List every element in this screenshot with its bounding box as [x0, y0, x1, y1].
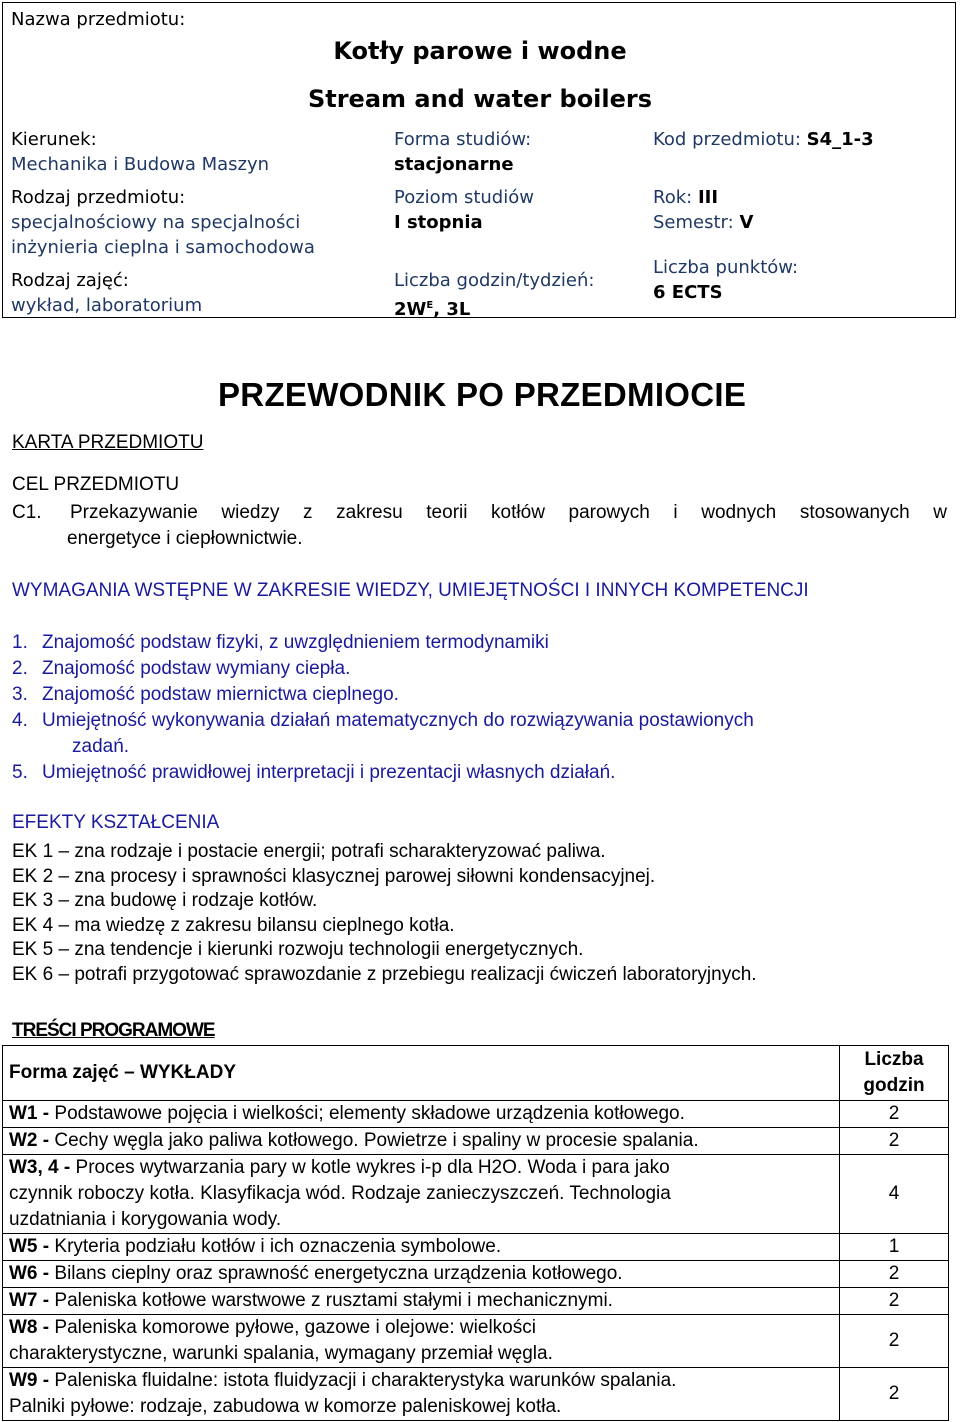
header-column-2	[394, 127, 644, 322]
cel-heading: CEL PRZEDMIOTU	[12, 474, 180, 495]
requirements-heading: WYMAGANIA WSTĘPNE W ZAKRESIE WIEDZY, UMIEJĘTNOŚCI I INNYCH KOMPETENCJI	[12, 580, 809, 601]
header-column-3	[653, 127, 953, 305]
guide-title: PRZEWODNIK PO PRZEDMIOCIE	[218, 376, 747, 413]
lectures-table	[2, 1045, 949, 1421]
kierunek-value: Mechanika i Budowa Maszyn	[11, 154, 270, 175]
table-row: W8 - Paleniska komorowe pyłowe, gazowe i olejowe: wielkości charakterystyczne, warunki spalania, wymagany przemiał węgla. 2	[3, 1315, 949, 1368]
table-header-row	[3, 1046, 949, 1101]
rok: Rok: III	[653, 187, 719, 208]
list-item: EK 5 – zna tendencje i kierunki rozwoju technologii energetycznych.	[12, 939, 584, 960]
tresci-heading: TREŚCI PROGRAMOWE	[12, 1020, 215, 1041]
table-row: W2 - Cechy węgla jako paliwa kotłowego. Powietrze i spaliny w procesie spalania. 2	[3, 1128, 949, 1155]
cel-item-c1: C1. Przekazywanie wiedzy z zakresu teorii kotłów parowych i wodnych stosowanych w energetyce i ciepłownictwie.	[12, 502, 947, 549]
list-item: EK 4 – ma wiedzę z zakresu bilansu cieplnego kotła.	[12, 914, 455, 936]
table-row: W9 - Paleniska fluidalne: istota fluidyzacji i charakterystyka warunków spalania. Palniki pyłowe: rodzaje, zabudowa w komorze paleniskowej kotła. 2	[3, 1368, 949, 1421]
course-title-en: Stream and water boilers	[307, 85, 653, 113]
table-row: W5 - Kryteria podziału kotłów i ich oznaczenia symbolowe. 1	[3, 1234, 949, 1261]
list-item: 5. Umiejętność prawidłowej interpretacji i prezentacji własnych działań.	[12, 762, 616, 783]
semestr: Semestr: V	[653, 212, 754, 233]
effects-list	[12, 840, 947, 987]
requirements-list	[12, 630, 947, 786]
course-name-label: Nazwa przedmiotu:	[11, 9, 186, 30]
list-item: 4. Umiejętność wykonywania działań matematycznych do rozwiązywania postawionych zadań.	[12, 710, 754, 757]
table-row: W7 - Paleniska kotłowe warstwowe z rusztami stałymi i mechanicznymi. 2	[3, 1288, 949, 1315]
forma-value: stacjonarne	[394, 154, 514, 175]
list-item: 2. Znajomość podstaw wymiany ciepła.	[12, 658, 351, 679]
karta-heading: KARTA PRZEDMIOTU	[12, 432, 204, 453]
kod-przedmiotu: Kod przedmiotu: S4_1-3	[653, 129, 874, 150]
list-item: EK 2 – zna procesy i sprawności klasycznej parowej siłowni kondensacyjnej.	[12, 865, 656, 887]
form-header: Forma zajęć – WYKŁADY	[3, 1046, 840, 1101]
kierunek-label: Kierunek:	[11, 129, 97, 150]
table-row: W1 - Podstawowe pojęcia i wielkości; elementy składowe urządzenia kotłowego. 2	[3, 1101, 949, 1128]
godzin-value: $2W^E$, 3L	[394, 299, 471, 320]
godzin-label: Liczba godzin/tydzień:	[394, 270, 595, 291]
list-item: EK 3 – zna budowę i rodzaje kotłów.	[12, 890, 318, 911]
table-row: W6 - Bilans cieplny oraz sprawność energetyczna urządzenia kotłowego. 2	[3, 1261, 949, 1288]
course-title-pl: Kotły parowe i wodne	[333, 37, 627, 65]
course-header-box	[2, 2, 956, 318]
header-column-1	[11, 127, 371, 318]
zajec-value: wykład, laboratorium	[11, 295, 203, 316]
list-item: 1. Znajomość podstaw fizyki, z uwzględnieniem termodynamiki	[12, 632, 549, 653]
list-item: EK 6 – potrafi przygotować sprawozdanie z przebiegu realizacji ćwiczeń laboratoryjnych.	[12, 963, 757, 985]
punkty-value: 6 ECTS	[653, 282, 723, 303]
rodzaj-value-1: specjalnościowy na specjalności	[11, 212, 301, 233]
forma-label: Forma studiów:	[394, 129, 532, 150]
list-item: EK 1 – zna rodzaje i postacie energii; potrafi scharakteryzować paliwa.	[12, 841, 606, 862]
rodzaj-label: Rodzaj przedmiotu:	[11, 187, 186, 208]
rodzaj-value-2: inżynieria cieplna i samochodowa	[11, 237, 315, 258]
punkty-label: Liczba punktów:	[653, 257, 799, 278]
zajec-label: Rodzaj zajęć:	[11, 270, 129, 291]
poziom-value: I stopnia	[394, 212, 483, 233]
hours-header: Liczba godzin	[840, 1046, 949, 1101]
poziom-label: Poziom studiów	[394, 187, 534, 208]
table-row: W3, 4 - Proces wytwarzania pary w kotle wykres i-p dla H2O. Woda i para jako czynnik roboczy kotła. Klasyfikacja wód. Rodzaje zanieczyszczeń. Technologia uzdatniania i korygowania wody. 4	[3, 1155, 949, 1234]
list-item: 3. Znajomość podstaw miernictwa cieplnego.	[12, 684, 399, 705]
effects-heading: EFEKTY KSZTAŁCENIA	[12, 812, 220, 833]
